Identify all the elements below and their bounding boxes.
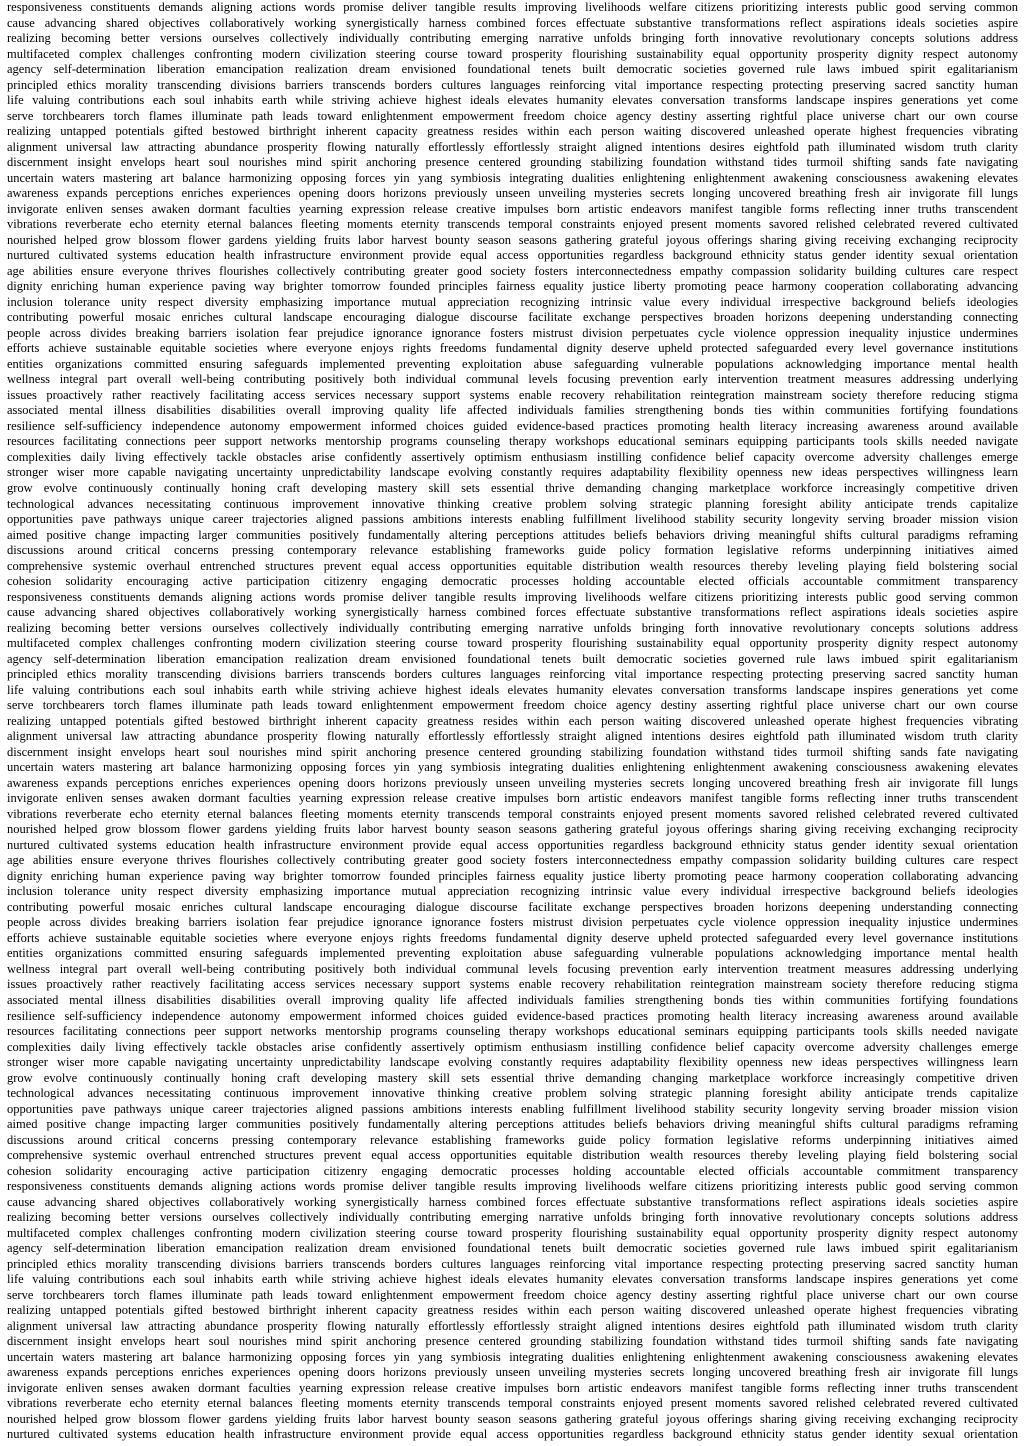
text-line: technological advances necessitating continuous improvement innovative thinking creative problem solving strategic planning foresight ability anticipate trends capitalize [7, 1086, 1018, 1101]
text-line: multifaceted complex challenges confronting modern civilization steering course toward prosperity flourishing sustainability equal opportunity prosperity dignity respect autonomy [7, 46, 1018, 61]
text-line: inclusion tolerance unity respect diversity emphasizing importance mutual appreciation recognizing intrinsic value every individual irrespective background beliefs ideologies [7, 294, 1018, 309]
text-line: aimed positive change impacting larger communities positively fundamentally altering perceptions attitudes beliefs behaviors driving meaningful shifts cultural paradigms reframing [7, 527, 1018, 542]
text-line: issues proactively rather reactively facilitating access services necessary support systems enable recovery rehabilitation reintegration mainstream society therefore reducing stigma [7, 387, 1018, 402]
text-line: entities organizations committed ensuring safeguards implemented preventing exploitation abuse safeguarding vulnerable populations acknowledging importance mental health [7, 946, 1018, 961]
text-line: discernment insight envelops heart soul nourishes mind spirit anchoring presence centered grounding stabilizing foundation withstand tides turmoil shifting sands fate navigating [7, 1334, 1018, 1349]
text-line: nurtured cultivated systems education health infrastructure environment provide equal access opportunities regardless background ethnicity status gender identity sexual orientation [7, 248, 1018, 263]
text-line: grow evolve continuously continually honing craft developing mastery skill sets essential thrive demanding changing marketplace workforce increasingly competitive driven [7, 1070, 1018, 1085]
text-line: resilience self-sufficiency independence autonomy empowerment informed choices guided evidence-based practices promoting health literacy increasing awareness around available [7, 1008, 1018, 1023]
text-line: alignment universal law attracting abundance prosperity flowing naturally effortlessly effortlessly straight aligned intentions desires eightfold path illuminated wisdom truth clarity [7, 1318, 1018, 1333]
text-line: multifaceted complex challenges confronting modern civilization steering course toward prosperity flourishing sustainability equal opportunity prosperity dignity respect autonomy [7, 636, 1018, 651]
text-line: technological advances necessitating continuous improvement innovative thinking creative problem solving strategic planning foresight ability anticipate trends capitalize [7, 496, 1018, 511]
text-line: life valuing contributions each soul inhabits earth while striving achieve highest ideals elevates humanity elevates conversation transforms landscape inspires generations yet come [7, 682, 1018, 697]
text-line: associated mental illness disabilities disabilities overall improving quality life affected individuals families strengthening bonds ties within communities fortifying foundations [7, 993, 1018, 1007]
text-line: resilience self-sufficiency independence autonomy empowerment informed choices guided evidence-based practices promoting health literacy increasing awareness around available [7, 418, 1018, 433]
text-line: aimed positive change impacting larger communities positively fundamentally altering perceptions attitudes beliefs behaviors driving meaningful shifts cultural paradigms reframing [7, 1117, 1018, 1132]
text-body [7, 0, 1018, 1443]
text-line: nourished helped grow blossom flower gardens yielding fruits labor harvest bounty season seasons gathering grateful joyous offerings sharing giving receiving exchanging reciprocity [7, 822, 1018, 837]
text-line: grow evolve continuously continually honing craft developing mastery skill sets essential thrive demanding changing marketplace workforce increasingly competitive driven [7, 480, 1018, 495]
text-line: stronger wiser more capable navigating uncertainty unpredictability landscape evolving constantly requires adaptability flexibility openness new ideas perspectives willingness learn [7, 465, 1018, 480]
text-line: efforts achieve sustainable equitable societies where everyone enjoys rights freedoms fundamental dignity deserve upheld protected safeguarded every level governance institutions [7, 341, 1018, 356]
text-line: inclusion tolerance unity respect diversity emphasizing importance mutual appreciation recognizing intrinsic value every individual irrespective background beliefs ideologies [7, 884, 1018, 899]
text-line: complexities daily living effectively tackle obstacles arise confidently assertively optimism enthusiasm instilling confidence belief capacity overcome adversity challenges emerge [7, 1039, 1018, 1054]
text-line: resources facilitating connections peer support networks mentorship programs counseling therapy workshops educational seminars equipping participants tools skills needed navigate [7, 434, 1018, 449]
text-line: invigorate enliven senses awaken dormant faculties yearning expression release creative impulses born artistic endeavors manifest tangible forms reflecting inner truths transcendent [7, 1380, 1018, 1395]
text-line: uncertain waters mastering art balance harmonizing opposing forces yin yang symbiosis integrating dualities enlightening enlightenment awakening consciousness awakening elevates [7, 170, 1018, 185]
text-line: comprehensive systemic overhaul entrenched structures prevent equal access opportunities equitable distribution wealth resources thereby leveling playing field bolstering social [7, 1148, 1018, 1163]
text-line: realizing becoming better versions ourselves collectively individually contributing emerging narrative unfolds bringing forth innovative revolutionary concepts solutions address [7, 31, 1018, 46]
text-line: stronger wiser more capable navigating uncertainty unpredictability landscape evolving constantly requires adaptability flexibility openness new ideas perspectives willingness learn [7, 1055, 1018, 1070]
text-line: cause advancing shared objectives collaboratively working synergistically harness combined forces effectuate substantive transformations reflect aspirations ideals societies aspire [7, 605, 1018, 620]
text-line: issues proactively rather reactively facilitating access services necessary support systems enable recovery rehabilitation reintegration mainstream society therefore reducing stigma [7, 977, 1018, 992]
text-line: contributing powerful mosaic enriches cultural landscape encouraging dialogue discourse facilitate exchange perspectives broaden horizons deepening understanding connecting [7, 310, 1018, 325]
text-line: principled ethics morality transcending divisions barriers transcends borders cultures languages reinforcing vital importance respecting protecting preserving sacred sanctity human [7, 667, 1018, 682]
text-line: invigorate enliven senses awaken dormant faculties yearning expression release creative impulses born artistic endeavors manifest tangible forms reflecting inner truths transcendent [7, 791, 1018, 806]
text-line: realizing becoming better versions ourselves collectively individually contributing emerging narrative unfolds bringing forth innovative revolutionary concepts solutions address [7, 620, 1018, 635]
text-line: nourished helped grow blossom flower gardens yielding fruits labor harvest bounty season seasons gathering grateful joyous offerings sharing giving receiving exchanging reciprocity [7, 232, 1018, 247]
text-line: contributing powerful mosaic enriches cultural landscape encouraging dialogue discourse facilitate exchange perspectives broaden horizons deepening understanding connecting [7, 899, 1018, 914]
text-line: cohesion solidarity encouraging active participation citizenry engaging democratic processes holding accountable elected officials accountable commitment transparency [7, 1163, 1018, 1178]
text-line: dignity enriching human experience paving way brighter tomorrow founded principles fairness equality justice liberty promoting peace harmony cooperation collaborating advancing [7, 868, 1018, 883]
text-line: serve torchbearers torch flames illuminate path leads toward enlightenment empowerment freedom choice agency destiny asserting rightful place universe chart our own course [7, 108, 1018, 123]
text-line: nourished helped grow blossom flower gardens yielding fruits labor harvest bounty season seasons gathering grateful joyous offerings sharing giving receiving exchanging reciprocity [7, 1411, 1018, 1426]
text-line: multifaceted complex challenges confronting modern civilization steering course toward prosperity flourishing sustainability equal opportunity prosperity dignity respect autonomy [7, 1225, 1018, 1240]
text-line: agency self-determination liberation emancipation realization dream envisioned foundational tenets built democratic societies governed rule laws imbued spirit egalitarianism [7, 62, 1018, 77]
text-line: resources facilitating connections peer support networks mentorship programs counseling therapy workshops educational seminars equipping participants tools skills needed navigate [7, 1024, 1018, 1039]
text-line: awareness expands perceptions enriches experiences opening doors horizons previously unseen unveiling mysteries secrets longing uncovered breathing fresh air invigorate fill lungs [7, 1365, 1018, 1380]
text-line: responsiveness constituents demands aligning actions words promise deliver tangible results improving livelihoods welfare citizens prioritizing interests public good serving common [7, 0, 1018, 14]
text-line: efforts achieve sustainable equitable societies where everyone enjoys rights freedoms fundamental dignity deserve upheld protected safeguarded every level governance institutions [7, 930, 1018, 945]
text-line: vibrations reverberate echo eternity eternal balances fleeting moments eternity transcends temporal constraints enjoyed present moments savored relished celebrated revered cultivated [7, 806, 1018, 821]
text-line: complexities daily living effectively tackle obstacles arise confidently assertively optimism enthusiasm instilling confidence belief capacity overcome adversity challenges emerge [7, 449, 1018, 464]
text-line: life valuing contributions each soul inhabits earth while striving achieve highest ideals elevates humanity elevates conversation transforms landscape inspires generations yet come [7, 1272, 1018, 1287]
text-line: responsiveness constituents demands aligning actions words promise deliver tangible results improving livelihoods welfare citizens prioritizing interests public good serving common [7, 1179, 1018, 1194]
text-line: realizing untapped potentials gifted bestowed birthright inherent capacity greatness resides within each person waiting discovered unleashed operate highest frequencies vibrating [7, 124, 1018, 139]
text-line: people across divides breaking barriers isolation fear prejudice ignorance ignorance fosters mistrust division perpetuates cycle violence oppression inequality injustice undermines [7, 325, 1018, 340]
text-line: cohesion solidarity encouraging active participation citizenry engaging democratic processes holding accountable elected officials accountable commitment transparency [7, 574, 1018, 589]
text-line: realizing untapped potentials gifted bestowed birthright inherent capacity greatness resides within each person waiting discovered unleashed operate highest frequencies vibrating [7, 1303, 1018, 1318]
text-line: dignity enriching human experience paving way brighter tomorrow founded principles fairness equality justice liberty promoting peace harmony cooperation collaborating advancing [7, 279, 1018, 294]
text-line: principled ethics morality transcending divisions barriers transcends borders cultures languages reinforcing vital importance respecting protecting preserving sacred sanctity human [7, 77, 1018, 92]
text-line: entities organizations committed ensuring safeguards implemented preventing exploitation abuse safeguarding vulnerable populations acknowledging importance mental health [7, 356, 1018, 371]
text-line: age abilities ensure everyone thrives flourishes collectively contributing greater good society fosters interconnectedness empathy compassion solidarity building cultures care respect [7, 853, 1018, 868]
text-line: cause advancing shared objectives collaboratively working synergistically harness combined forces effectuate substantive transformations reflect aspirations ideals societies aspire [7, 15, 1018, 30]
text-line: nurtured cultivated systems education health infrastructure environment provide equal access opportunities regardless background ethnicity status gender identity sexual orientation [7, 837, 1018, 852]
text-line: alignment universal law attracting abundance prosperity flowing naturally effortlessly effortlessly straight aligned intentions desires eightfold path illuminated wisdom truth clarity [7, 729, 1018, 744]
text-line: alignment universal law attracting abundance prosperity flowing naturally effortlessly effortlessly straight aligned intentions desires eightfold path illuminated wisdom truth clarity [7, 139, 1018, 154]
text-line: vibrations reverberate echo eternity eternal balances fleeting moments eternity transcends temporal constraints enjoyed present moments savored relished celebrated revered cultivated [7, 1396, 1018, 1411]
text-line: realizing becoming better versions ourselves collectively individually contributing emerging narrative unfolds bringing forth innovative revolutionary concepts solutions address [7, 1210, 1018, 1225]
text-line: discussions around critical concerns pressing contemporary relevance establishing frameworks guide policy formation legislative reforms underpinning initiatives aimed [7, 543, 1018, 558]
text-line: agency self-determination liberation emancipation realization dream envisioned foundational tenets built democratic societies governed rule laws imbued spirit egalitarianism [7, 651, 1018, 666]
text-line: nurtured cultivated systems education health infrastructure environment provide equal access opportunities regardless background ethnicity status gender identity sexual orientation [7, 1427, 1018, 1442]
text-line: opportunities pave pathways unique career trajectories aligned passions ambitions interests enabling fulfillment livelihood stability security longevity serving broader mission vision [7, 512, 1018, 527]
text-line: discernment insight envelops heart soul nourishes mind spirit anchoring presence centered grounding stabilizing foundation withstand tides turmoil shifting sands fate navigating [7, 744, 1018, 759]
text-line: agency self-determination liberation emancipation realization dream envisioned foundational tenets built democratic societies governed rule laws imbued spirit egalitarianism [7, 1241, 1018, 1256]
text-line: serve torchbearers torch flames illuminate path leads toward enlightenment empowerment freedom choice agency destiny asserting rightful place universe chart our own course [7, 698, 1018, 713]
text-line: awareness expands perceptions enriches experiences opening doors horizons previously unseen unveiling mysteries secrets longing uncovered breathing fresh air invigorate fill lungs [7, 775, 1018, 790]
text-line: responsiveness constituents demands aligning actions words promise deliver tangible results improving livelihoods welfare citizens prioritizing interests public good serving common [7, 589, 1018, 604]
text-line: life valuing contributions each soul inhabits earth while striving achieve highest ideals elevates humanity elevates conversation transforms landscape inspires generations yet come [7, 93, 1018, 108]
text-line: serve torchbearers torch flames illuminate path leads toward enlightenment empowerment freedom choice agency destiny asserting rightful place universe chart our own course [7, 1287, 1018, 1302]
text-line: uncertain waters mastering art balance harmonizing opposing forces yin yang symbiosis integrating dualities enlightening enlightenment awakening consciousness awakening elevates [7, 760, 1018, 775]
text-line: associated mental illness disabilities disabilities overall improving quality life affected individuals families strengthening bonds ties within communities fortifying foundations [7, 403, 1018, 418]
text-line: discernment insight envelops heart soul nourishes mind spirit anchoring presence centered grounding stabilizing foundation withstand tides turmoil shifting sands fate navigating [7, 155, 1018, 170]
text-line: awareness expands perceptions enriches experiences opening doors horizons previously unseen unveiling mysteries secrets longing uncovered breathing fresh air invigorate fill lungs [7, 186, 1018, 201]
text-line: vibrations reverberate echo eternity eternal balances fleeting moments eternity transcends temporal constraints enjoyed present moments savored relished celebrated revered cultivated [7, 217, 1018, 232]
text-line: wellness integral part overall well-being contributing positively both individual communal levels focusing prevention early intervention treatment measures addressing underlying [7, 372, 1018, 387]
text-line: principled ethics morality transcending divisions barriers transcends borders cultures languages reinforcing vital importance respecting protecting preserving sacred sanctity human [7, 1256, 1018, 1271]
text-line: opportunities pave pathways unique career trajectories aligned passions ambitions interests enabling fulfillment livelihood stability security longevity serving broader mission vision [7, 1101, 1018, 1116]
text-line: comprehensive systemic overhaul entrenched structures prevent equal access opportunities equitable distribution wealth resources thereby leveling playing field bolstering social [7, 558, 1018, 573]
text-line: wellness integral part overall well-being contributing positively both individual communal levels focusing prevention early intervention treatment measures addressing underlying [7, 961, 1018, 976]
text-line: discussions around critical concerns pressing contemporary relevance establishing frameworks guide policy formation legislative reforms underpinning initiatives aimed [7, 1132, 1018, 1147]
text-line: uncertain waters mastering art balance harmonizing opposing forces yin yang symbiosis integrating dualities enlightening enlightenment awakening consciousness awakening elevates [7, 1349, 1018, 1364]
text-line: people across divides breaking barriers isolation fear prejudice ignorance ignorance fosters mistrust division perpetuates cycle violence oppression inequality injustice undermines [7, 915, 1018, 930]
text-line: cause advancing shared objectives collaboratively working synergistically harness combined forces effectuate substantive transformations reflect aspirations ideals societies aspire [7, 1194, 1018, 1209]
text-line: age abilities ensure everyone thrives flourishes collectively contributing greater good society fosters interconnectedness empathy compassion solidarity building cultures care respect [7, 263, 1018, 278]
text-line: realizing untapped potentials gifted bestowed birthright inherent capacity greatness resides within each person waiting discovered unleashed operate highest frequencies vibrating [7, 713, 1018, 728]
text-line: invigorate enliven senses awaken dormant faculties yearning expression release creative impulses born artistic endeavors manifest tangible forms reflecting inner truths transcendent [7, 201, 1018, 216]
